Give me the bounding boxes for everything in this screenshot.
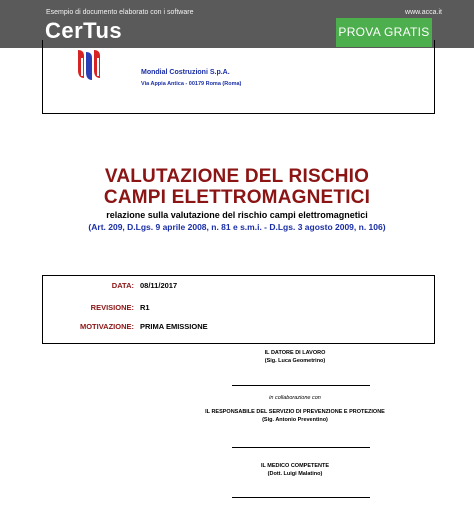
employer-role: IL DATORE DI LAVORO	[264, 350, 326, 356]
law-reference: (Art. 209, D.Lgs. 9 aprile 2008, n. 81 e s.m.i. - D.Lgs. 3 agosto 2009, n. 106)	[88, 222, 386, 232]
company-logo-icon	[75, 48, 103, 82]
date-value: 08/11/2017	[140, 281, 178, 290]
company-address: Via Appia Antica - 00179 Roma (Roma)	[141, 81, 242, 87]
doctor-signature-line	[232, 497, 370, 498]
employer-signature-line	[232, 385, 370, 386]
rspp-signature-block	[145, 409, 445, 423]
motivation-value: PRIMA EMISSIONE	[140, 322, 208, 331]
revision-value: R1	[140, 303, 150, 312]
company-name: Mondial Costruzioni S.p.A.	[141, 69, 230, 76]
document-title-line2: CAMPI ELETTROMAGNETICI	[103, 187, 371, 208]
doctor-name: (Dott. Luigi Malatino)	[267, 471, 323, 477]
rspp-role: IL RESPONSABILE DEL SERVIZIO DI PREVENZIONE E PROTEZIONE	[205, 409, 385, 415]
banner-url-link[interactable]: www.acca.it	[405, 9, 442, 16]
doctor-signature-block	[145, 463, 445, 477]
doctor-role: IL MEDICO COMPETENTE	[260, 463, 330, 469]
collaboration-note: in collaborazione con	[269, 395, 321, 401]
document-subtitle: relazione sulla valutazione del rischio campi elettromagnetici	[106, 210, 368, 220]
brand-logo-text: CerTus	[45, 18, 123, 43]
rspp-signature-line	[232, 447, 370, 448]
banner-caption: Esempio di documento elaborato con i software	[46, 9, 194, 16]
date-label: DATA:	[111, 281, 134, 290]
free-trial-button[interactable]: PROVA GRATIS	[336, 18, 432, 47]
rspp-name: (Sig. Antonio Preventino)	[262, 417, 328, 423]
employer-name: (Sig. Luca Geometrino)	[264, 358, 326, 364]
revision-label: REVISIONE:	[90, 303, 134, 312]
document-title-line1: VALUTAZIONE DEL RISCHIO	[104, 166, 370, 187]
motivation-label: MOTIVAZIONE:	[79, 322, 134, 331]
employer-signature-block	[145, 350, 445, 364]
